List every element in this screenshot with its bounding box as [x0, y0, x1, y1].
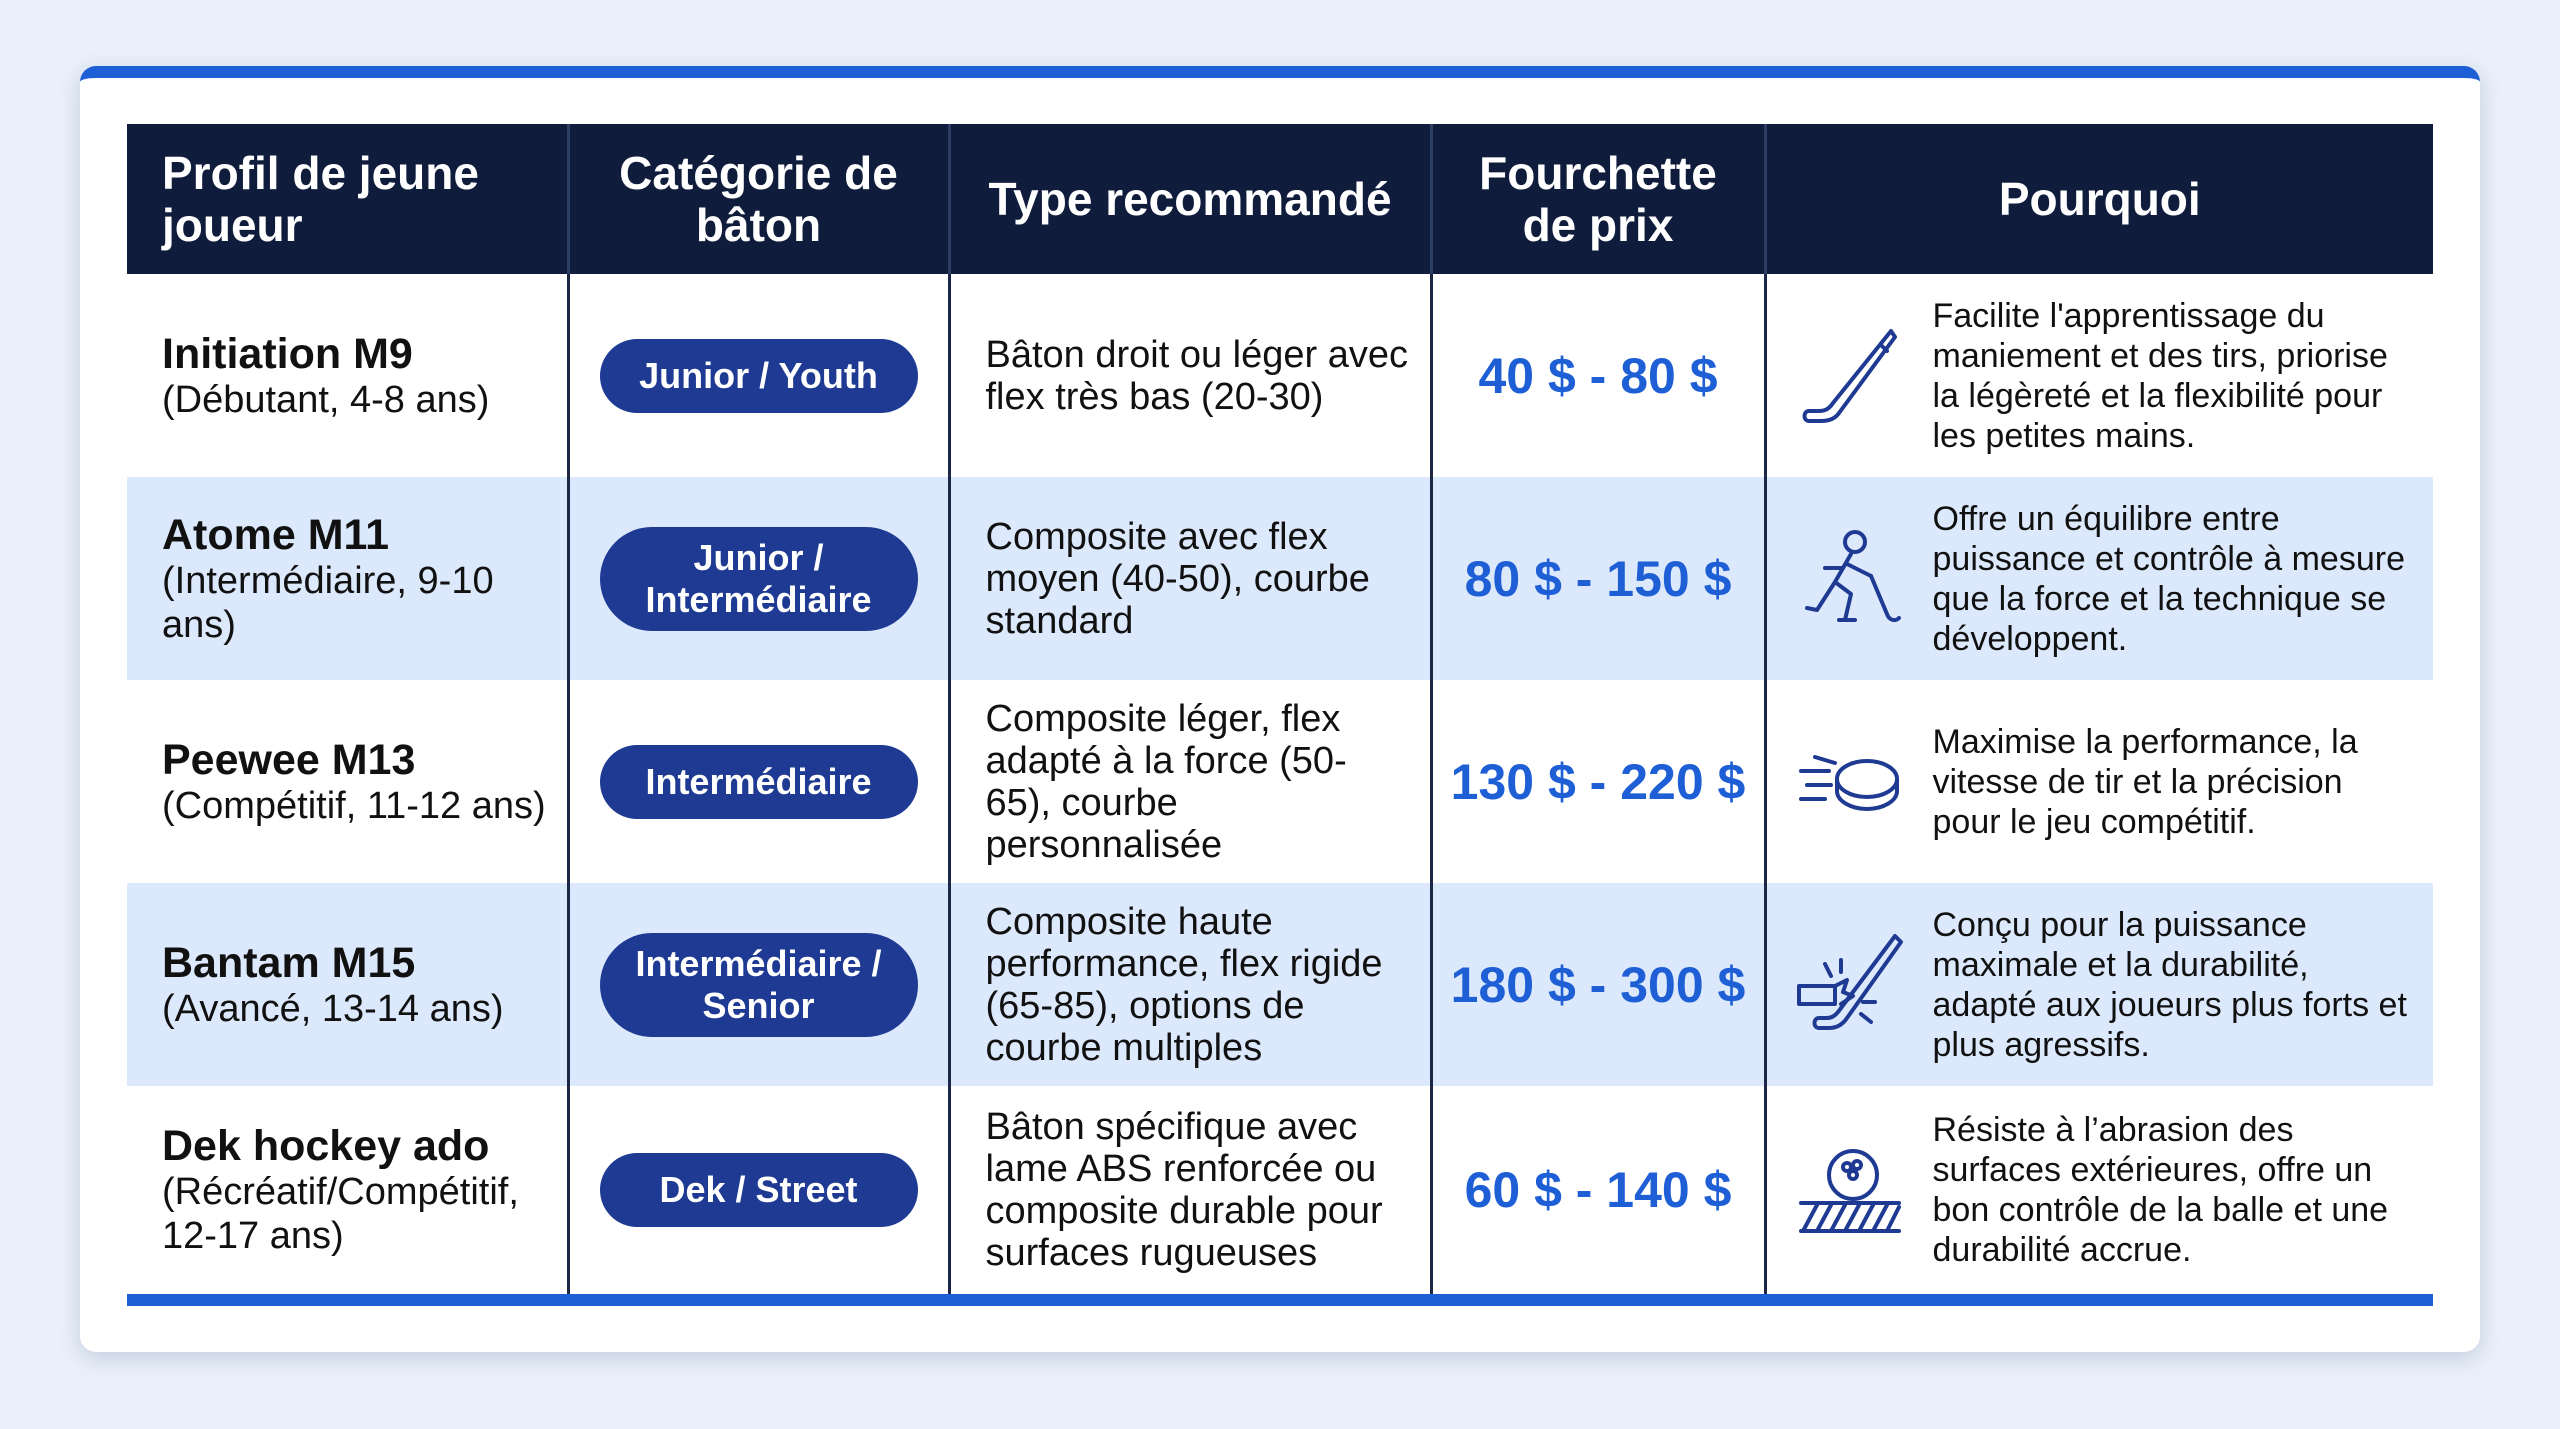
- profile-subtitle: (Récréatif/Compétitif, 12-17 ans): [162, 1171, 519, 1257]
- why-text: Facilite l'apprentissage du maniement et des tirs, priorise la légèreté et la flexibilité pour les petites mains.: [1932, 296, 2388, 455]
- why-cell: [1765, 883, 2433, 1086]
- category-cell: [568, 680, 949, 883]
- hockey-stick-icon: [1795, 321, 1905, 431]
- category-cell: [568, 1086, 949, 1300]
- profile-subtitle: (Intermédiaire, 9-10 ans): [162, 559, 494, 646]
- category-cell: [568, 274, 949, 477]
- price-cell: 80 $ - 150 $: [1431, 477, 1765, 680]
- stick-impact-icon: [1795, 930, 1905, 1040]
- category-cell: [568, 477, 949, 680]
- why-cell: [1765, 1086, 2433, 1300]
- type-cell: Composite avec flex moyen (40-50), courbe standard: [949, 477, 1431, 680]
- profile-name: Bantam M15: [162, 938, 416, 987]
- why-cell: [1765, 274, 2433, 477]
- type-cell: Bâton droit ou léger avec flex très bas (20-30): [949, 274, 1431, 477]
- category-badge: Intermédiaire: [600, 745, 918, 819]
- price-cell: 180 $ - 300 $: [1431, 883, 1765, 1086]
- price-cell: 60 $ - 140 $: [1431, 1086, 1765, 1300]
- comparison-card: [80, 66, 2480, 1352]
- category-cell: [568, 883, 949, 1086]
- why-text: Offre un équilibre entre puissance et contrôle à mesure que la force et la technique se développent.: [1932, 499, 2405, 658]
- profile-cell: [127, 1086, 568, 1300]
- table-row: [127, 274, 2433, 477]
- table-row: [127, 883, 2433, 1086]
- why-text: Conçu pour la puissance maximale et la durabilité, adapté aux joueurs plus forts et plus agressifs.: [1932, 905, 2407, 1064]
- profile-subtitle: (Avancé, 13-14 ans): [162, 987, 504, 1030]
- profile-cell: [127, 274, 568, 477]
- ball-on-surface-icon: [1795, 1135, 1905, 1245]
- header-category: Catégorie de bâton: [568, 124, 949, 274]
- category-badge: Intermédiaire / Senior: [600, 933, 918, 1037]
- why-text: Résiste à l’abrasion des surfaces extérieures, offre un bon contrôle de la balle et une durabilité accrue.: [1932, 1111, 2389, 1269]
- profile-name: Atome M11: [162, 510, 390, 559]
- table-row: [127, 680, 2433, 883]
- profile-subtitle: (Compétitif, 11-12 ans): [162, 784, 546, 827]
- profile-name: Dek hockey ado: [162, 1122, 490, 1170]
- profile-cell: [127, 680, 568, 883]
- header-row: [127, 124, 2433, 274]
- price-cell: 40 $ - 80 $: [1431, 274, 1765, 477]
- why-cell: [1765, 680, 2433, 883]
- profile-cell: [127, 883, 568, 1086]
- type-cell: Composite léger, flex adapté à la force (50-65), courbe personnalisée: [949, 680, 1431, 883]
- profile-cell: [127, 477, 568, 680]
- skating-player-icon: [1795, 524, 1905, 634]
- category-badge: Junior / Intermédiaire: [600, 527, 918, 631]
- type-cell: Bâton spécifique avec lame ABS renforcée ou composite durable pour surfaces rugueuses: [949, 1086, 1431, 1300]
- category-badge: Junior / Youth: [600, 339, 918, 413]
- speeding-puck-icon: [1795, 727, 1905, 837]
- header-price: Fourchette de prix: [1431, 124, 1765, 274]
- stick-comparison-table: [127, 124, 2433, 1306]
- header-why: Pourquoi: [1765, 124, 2433, 274]
- category-badge: Dek / Street: [600, 1153, 918, 1227]
- header-profile: Profil de jeune joueur: [127, 124, 568, 274]
- why-text: Maximise la performance, la vitesse de tir et la précision pour le jeu compétitif.: [1932, 722, 2358, 841]
- price-cell: 130 $ - 220 $: [1431, 680, 1765, 883]
- type-cell: Composite haute performance, flex rigide (65-85), options de courbe multiples: [949, 883, 1431, 1086]
- table-row: [127, 1086, 2433, 1300]
- header-type: Type recommandé: [949, 124, 1431, 274]
- profile-name: Initiation M9: [162, 329, 413, 378]
- profile-subtitle: (Débutant, 4-8 ans): [162, 378, 490, 421]
- table-row: [127, 477, 2433, 680]
- profile-name: Peewee M13: [162, 735, 416, 784]
- why-cell: [1765, 477, 2433, 680]
